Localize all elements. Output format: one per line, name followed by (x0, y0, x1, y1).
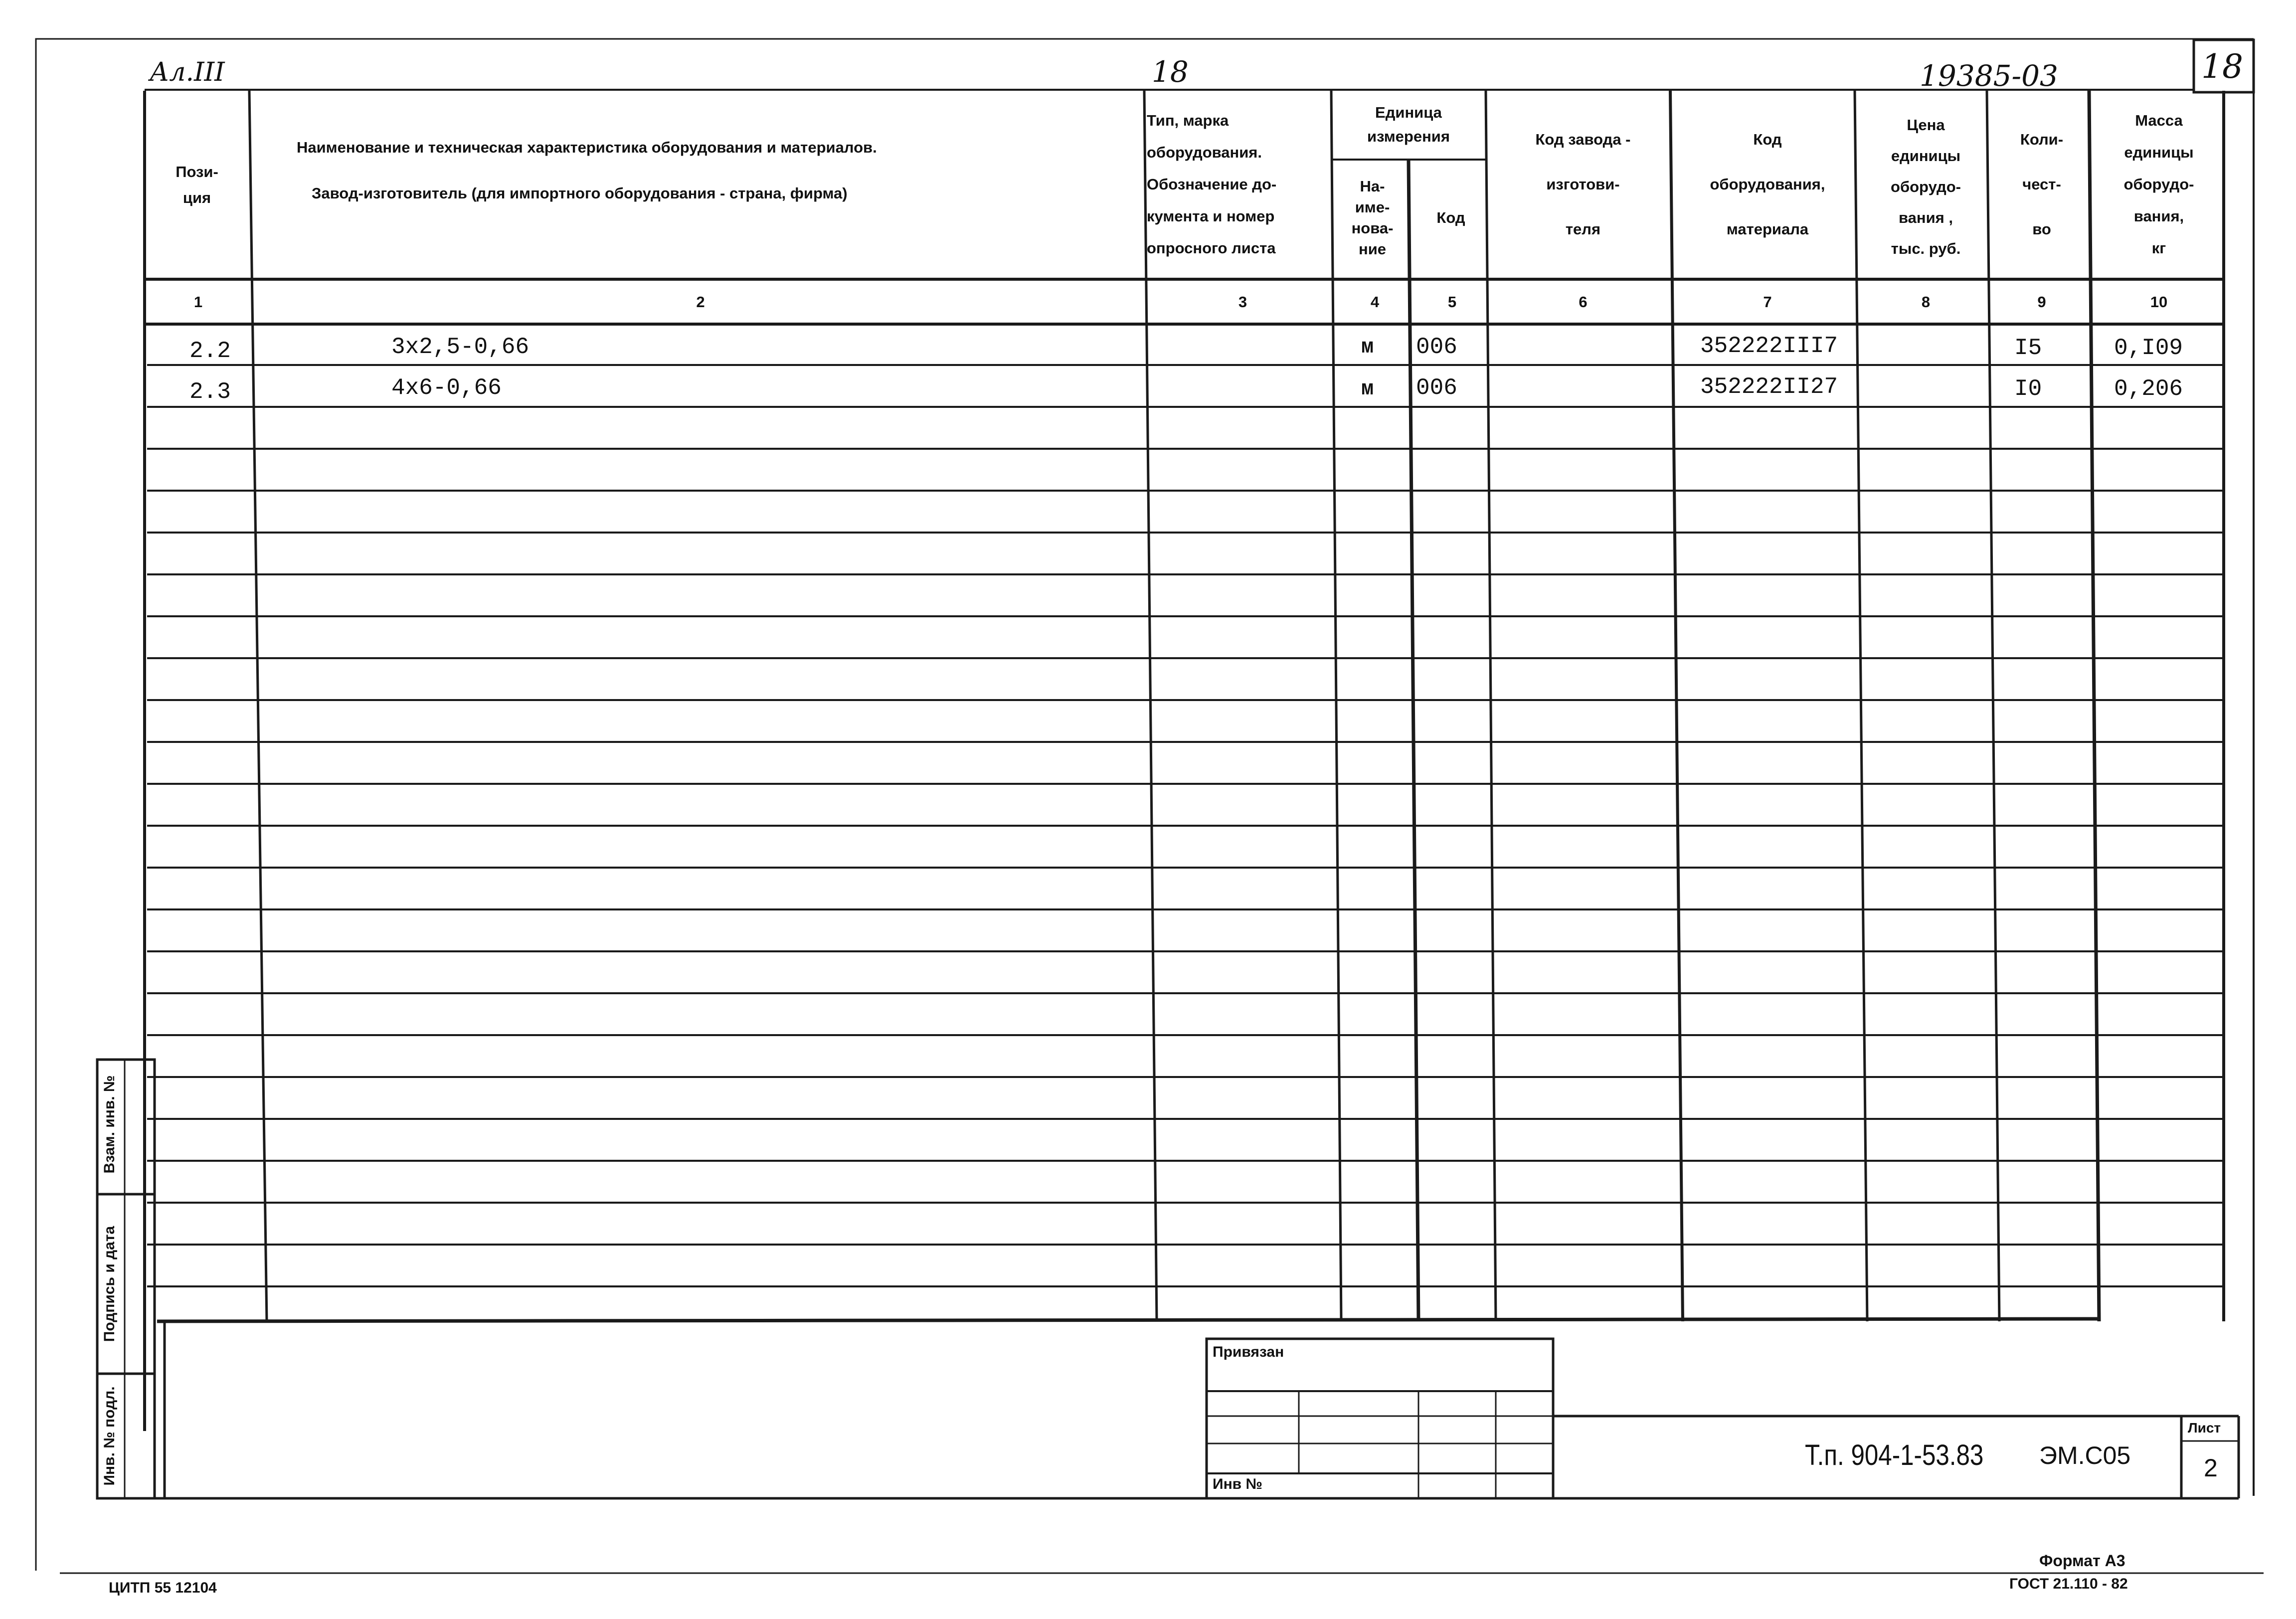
column-number: 9 (2037, 293, 2046, 311)
column-number: 6 (1579, 293, 1588, 311)
row-unit-code: 006 (1416, 375, 1457, 401)
stamp-inv-no: Инв № (1213, 1476, 1262, 1492)
row-mass: 0,206 (2114, 376, 2183, 402)
column-number: 2 (696, 293, 705, 311)
header-material-code: Код оборудования, материала (1710, 131, 1825, 238)
header-unit-code: Код (1436, 209, 1465, 226)
column-number: 5 (1447, 293, 1457, 311)
row-position: 2.2 (189, 338, 231, 364)
top-center-mark: 18 (1152, 55, 1189, 89)
row-unit: м (1361, 335, 1374, 359)
header-unit-price: Цена единицы оборудо- вания , тыс. руб. (1891, 116, 1961, 257)
header-type: Тип, марка оборудования. Обозначение до- кумента и номер опросного листа (1147, 112, 1277, 257)
stamp-doc-suffix: ЭМ.С05 (2039, 1441, 2131, 1469)
header-name-line2: Завод-изготовитель (для импортного оборудования - страна, фирма) (312, 184, 848, 202)
stamp-privyazan: Привязан (1213, 1344, 1284, 1360)
row-material-code: 352222III7 (1700, 333, 1838, 359)
column-number: 8 (1921, 293, 1931, 311)
footer-format: Формат А3 (2039, 1552, 2125, 1570)
header-unit-name: На- име- нова- ние (1351, 178, 1394, 258)
row-unit-code: 006 (1416, 334, 1457, 360)
row-quantity: I0 (2014, 376, 2042, 402)
stamp-sheet-number: 2 (2204, 1454, 2218, 1482)
column-number: 7 (1763, 293, 1772, 311)
header-quantity: Коли- чест- во (2020, 131, 2064, 238)
footer-gost: ГОСТ 21.110 - 82 (2009, 1576, 2128, 1592)
row-position: 2.3 (189, 379, 231, 405)
side-label-vzam-inv: Взам. инв. № (101, 1075, 118, 1174)
row-name: 3x2,5-0,66 (391, 334, 530, 360)
top-doc-number: 19385-03 (1920, 59, 2058, 93)
column-number: 3 (1238, 293, 1247, 311)
row-material-code: 352222II27 (1700, 374, 1838, 400)
stamp-sheet-label: Лист (2188, 1420, 2221, 1436)
row-mass: 0,I09 (2114, 335, 2183, 361)
side-label-inv-podl: Инв. № подл. (101, 1386, 118, 1486)
header-position: Пози- ция (176, 163, 218, 206)
header-unit-group: Единица измерения (1367, 104, 1450, 145)
side-label-podpis-data: Подпись и дата (101, 1226, 118, 1342)
header-unit-mass: Масса единицы оборудо- вания, кг (2123, 112, 2194, 257)
column-number: 10 (2150, 293, 2168, 311)
top-left-mark: Ал.III (150, 57, 225, 87)
row-name: 4x6-0,66 (391, 375, 502, 401)
footer-cipher: ЦИТП 55 12104 (109, 1580, 217, 1596)
stamp-doc-designation: Т.п. 904-1-53.83 (1805, 1439, 1984, 1471)
column-number: 1 (193, 293, 203, 311)
row-unit: м (1361, 377, 1374, 401)
row-quantity: I5 (2014, 335, 2042, 361)
top-right-sheet-number: 18 (2201, 47, 2243, 86)
header-name-line1: Наименование и техническая характеристика оборудования и материалов. (297, 139, 877, 156)
header-plant-code: Код завода - изготови- теля (1535, 131, 1631, 238)
column-number: 4 (1370, 293, 1380, 311)
